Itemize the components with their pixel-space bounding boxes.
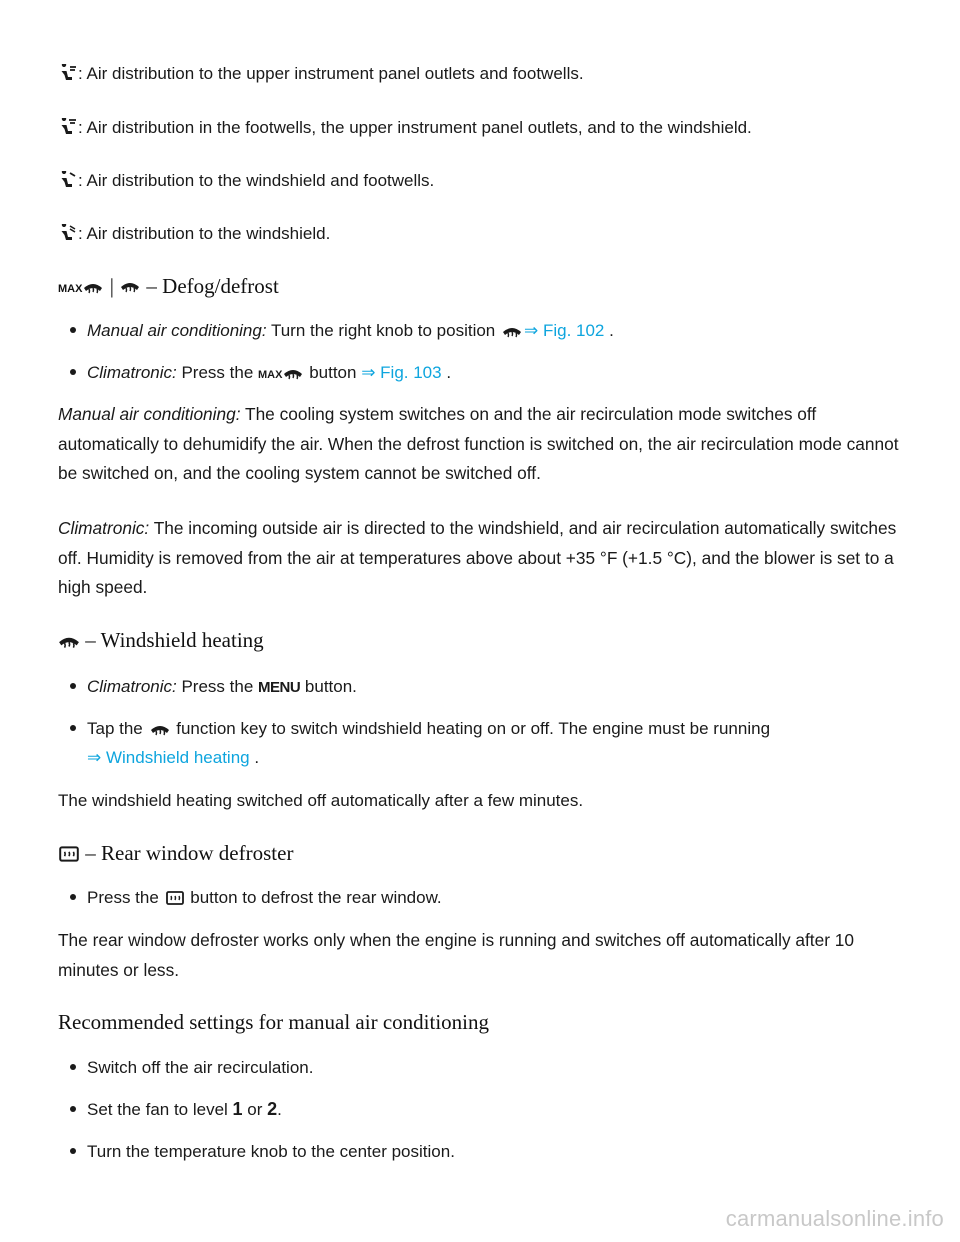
item-text: function key to switch windshield heating on or off. The engine must be running <box>171 719 771 738</box>
item-text: Press the <box>87 888 164 907</box>
item-text: or <box>242 1100 268 1119</box>
distribution-text: : Air distribution in the footwells, the upper instrument panel outlets, and to the windshield. <box>78 118 752 137</box>
item-text: button <box>304 363 362 382</box>
paragraph-windshield-heating-off: The windshield heating switched off automatically after a few minutes. <box>58 791 584 810</box>
paragraph-label: Climatronic: <box>58 518 150 538</box>
link-fig-103[interactable]: ⇒ Fig. 103 <box>361 363 442 382</box>
heading-rear-defroster <box>58 842 293 864</box>
item-text: Press the <box>176 677 259 696</box>
max-defrost-icon <box>258 364 304 384</box>
air-windshield-footwell-icon <box>58 171 78 189</box>
item-text: . <box>604 321 614 340</box>
bullet <box>70 725 76 731</box>
item-text: Turn the right knob to position <box>266 321 500 340</box>
bullet <box>70 1148 76 1154</box>
item-text: button to defrost the rear window. <box>185 888 442 907</box>
heading-title: – Defog/defrost <box>141 274 279 298</box>
paragraph-manual-ac <box>58 400 908 489</box>
paragraph-text: The incoming outside air is directed to the windshield, and air recirculation automatically switches off. Humidity is removed from the air at temperatures above about +35 °F (+1.5 °C), and the blower is set to a high speed. <box>58 518 897 597</box>
air-all-outlets-icon <box>58 118 78 136</box>
item-label: Climatronic: <box>87 677 177 696</box>
item-label: Climatronic: <box>87 363 177 382</box>
item-text: . <box>249 748 260 767</box>
defrost-icon <box>119 278 141 294</box>
watermark: carmanualsonline.info <box>725 1206 944 1231</box>
distribution-item-all <box>58 118 752 136</box>
item-text: . <box>441 363 452 382</box>
item-text: . <box>277 1100 282 1119</box>
max-defrost-icon <box>58 274 104 300</box>
bullet <box>70 1064 76 1070</box>
item-text: button. <box>300 677 357 696</box>
rear-defroster-icon <box>164 890 186 906</box>
item-text: Press the <box>176 363 259 382</box>
distribution-text: : Air distribution to the upper instrument panel outlets and footwells. <box>78 64 584 83</box>
item-text: Tap the <box>87 719 148 738</box>
item-label: Manual air conditioning: <box>87 321 267 340</box>
bullet <box>70 327 76 333</box>
item-text: Turn the temperature knob to the center position. <box>87 1142 455 1161</box>
link-windshield-heating[interactable]: ⇒ Windshield heating <box>87 748 250 767</box>
paragraph-rear-defroster: The rear window defroster works only when the engine is running and switches off automatically after 10 minutes or less. <box>58 930 855 980</box>
heading-title: – Windshield heating <box>80 628 264 652</box>
windshield-heating-icon <box>58 632 80 650</box>
fan-level-2-icon: 2 <box>267 1099 278 1119</box>
list-item-continuation <box>87 749 259 766</box>
link-fig-102[interactable]: ⇒ Fig. 102 <box>523 321 605 340</box>
distribution-item-upper-footwell <box>58 64 584 82</box>
heading-recommended-settings: Recommended settings for manual air conditioning <box>58 1010 489 1034</box>
heading-windshield-heating <box>58 629 264 651</box>
bullet <box>70 1106 76 1112</box>
air-windshield-icon <box>58 224 78 242</box>
bullet <box>70 369 76 375</box>
distribution-item-windshield-footwell <box>58 171 434 189</box>
bullet <box>70 683 76 689</box>
item-text: Switch off the air recirculation. <box>87 1058 314 1077</box>
paragraph-text: The cooling system switches on and the air recirculation mode switches off automatically to dehumidify the air. When the defrost function is switched on, the air recirculation mode cannot be switched on, and the cooling system cannot be switched off. <box>58 404 899 483</box>
paragraph-climatronic <box>58 514 908 603</box>
max-icon-label: MAX <box>58 283 83 295</box>
air-upper-footwell-icon <box>58 64 78 82</box>
paragraph-label: Manual air conditioning: <box>58 404 241 424</box>
heading-separator: | <box>104 274 120 298</box>
heading-title: – Rear window defroster <box>80 841 294 865</box>
distribution-text: : Air distribution to the windshield and footwells. <box>78 171 435 190</box>
heading-defog-defrost <box>58 274 279 300</box>
distribution-text: : Air distribution to the windshield. <box>78 224 331 243</box>
distribution-item-windshield <box>58 224 330 242</box>
defrost-icon <box>500 323 524 339</box>
menu-button-icon: MENU <box>258 679 301 696</box>
fan-level-1-icon: 1 <box>232 1099 243 1119</box>
item-text: Set the fan to level <box>87 1100 233 1119</box>
rear-defroster-icon <box>58 845 80 863</box>
windshield-heating-icon <box>148 721 172 737</box>
max-icon-label: MAX <box>258 369 283 381</box>
bullet <box>70 894 76 900</box>
